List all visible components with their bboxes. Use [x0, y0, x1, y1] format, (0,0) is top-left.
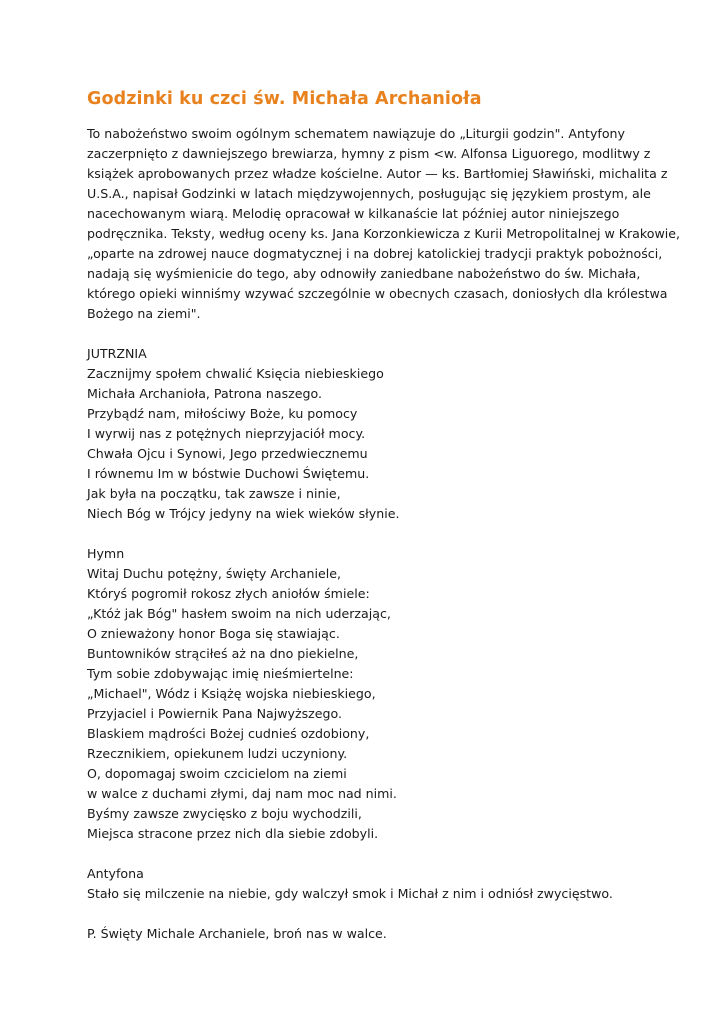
text-line: Buntowników strąciłeś aż na dno piekielne, — [87, 646, 359, 661]
text-line: Przyjaciel i Powiernik Pana Najwyższego. — [87, 706, 342, 721]
text-line: Tym sobie zdobywając imię nieśmiertelne: — [87, 666, 354, 681]
document-sections — [87, 344, 687, 944]
document-page — [87, 86, 687, 944]
text-line: Chwała Ojcu i Synowi, Jego przedwiecznemu — [87, 446, 368, 461]
document-title: Godzinki ku czci św. Michała Archanioła — [87, 89, 482, 109]
text-line: Miejsca stracone przez nich dla siebie zdobyli. — [87, 826, 379, 841]
text-line: „Któż jak Bóg" hasłem swoim na nich uderzając, — [87, 606, 391, 621]
text-line: P. Święty Michale Archaniele, broń nas w walce. — [87, 926, 387, 941]
text-line: Któryś pogromił rokosz złych aniołów śmiele: — [87, 586, 370, 601]
section-1 — [87, 344, 687, 524]
text-line: Rzecznikiem, opiekunem ludzi uczyniony. — [87, 746, 348, 761]
text-line: Przybądź nam, miłościwy Boże, ku pomocy — [87, 406, 358, 421]
text-line: Stało się milczenie na niebie, gdy walczył smok i Michał z nim i odniósł zwycięstwo. — [87, 886, 613, 901]
text-line: O, dopomagaj swoim czcicielom na ziemi — [87, 766, 347, 781]
text-line: Jak była na początku, tak zawsze i ninie, — [87, 486, 341, 501]
intro-paragraph: To nabożeństwo swoim ogólnym schematem nawiązuje do „Liturgii godzin". Antyfony zaczerpnięto z dawniejszego brewiarza, hymny z pism <w. Alfonsa Liguorego, modlitwy z książek aprobowanych przez władze kościelne. Autor — ks. Bartłomiej Sławiński, michalita z U.S.A., napisał Godzinki w latach międzywojennych, posługując się językiem prostym, ale nacechowanym wiarą. Melodię opracował w kilkanaście lat później autor niniejszego podręcznika. Teksty, według oceny ks. Jana Korzonkiewicza z Kurii Metropolitalnej w Krakowie, „oparte na zdrowej nauce dogmatycznej i na dobrej katolickiej tradycji praktyk pobożności, nadają się wyśmienicie do tego, aby odnowiły zaniedbane nabożeństwo do św. Michała, którego opieki winniśmy wzywać szczególnie w obecnych czasach, doniosłych dla królestwa Bożego na ziemi". — [87, 126, 680, 321]
text-line: Byśmy zawsze zwycięsko z boju wychodzili, — [87, 806, 362, 821]
text-line: I wyrwij nas z potężnych nieprzyjaciół mocy. — [87, 426, 366, 441]
section-heading: Antyfona — [87, 866, 144, 881]
text-line: Niech Bóg w Trójcy jedyny na wiek wieków słynie. — [87, 506, 400, 521]
text-line: Zacznijmy społem chwalić Księcia niebieskiego — [87, 366, 384, 381]
section-3 — [87, 864, 687, 904]
section-heading: Hymn — [87, 546, 125, 561]
section-2 — [87, 544, 687, 844]
text-line: Blaskiem mądrości Bożej cudnieś ozdobiony, — [87, 726, 370, 741]
section-heading: JUTRZNIA — [87, 346, 147, 361]
text-line: „Michael", Wódz i Książę wojska niebieskiego, — [87, 686, 376, 701]
text-line: Witaj Duchu potężny, święty Archaniele, — [87, 566, 341, 581]
text-line: Michała Archanioła, Patrona naszego. — [87, 386, 323, 401]
text-line: w walce z duchami złymi, daj nam moc nad nimi. — [87, 786, 397, 801]
section-4 — [87, 924, 687, 944]
text-line: O znieważony honor Boga się stawiając. — [87, 626, 340, 641]
text-line: I równemu Im w bóstwie Duchowi Świętemu. — [87, 466, 370, 481]
